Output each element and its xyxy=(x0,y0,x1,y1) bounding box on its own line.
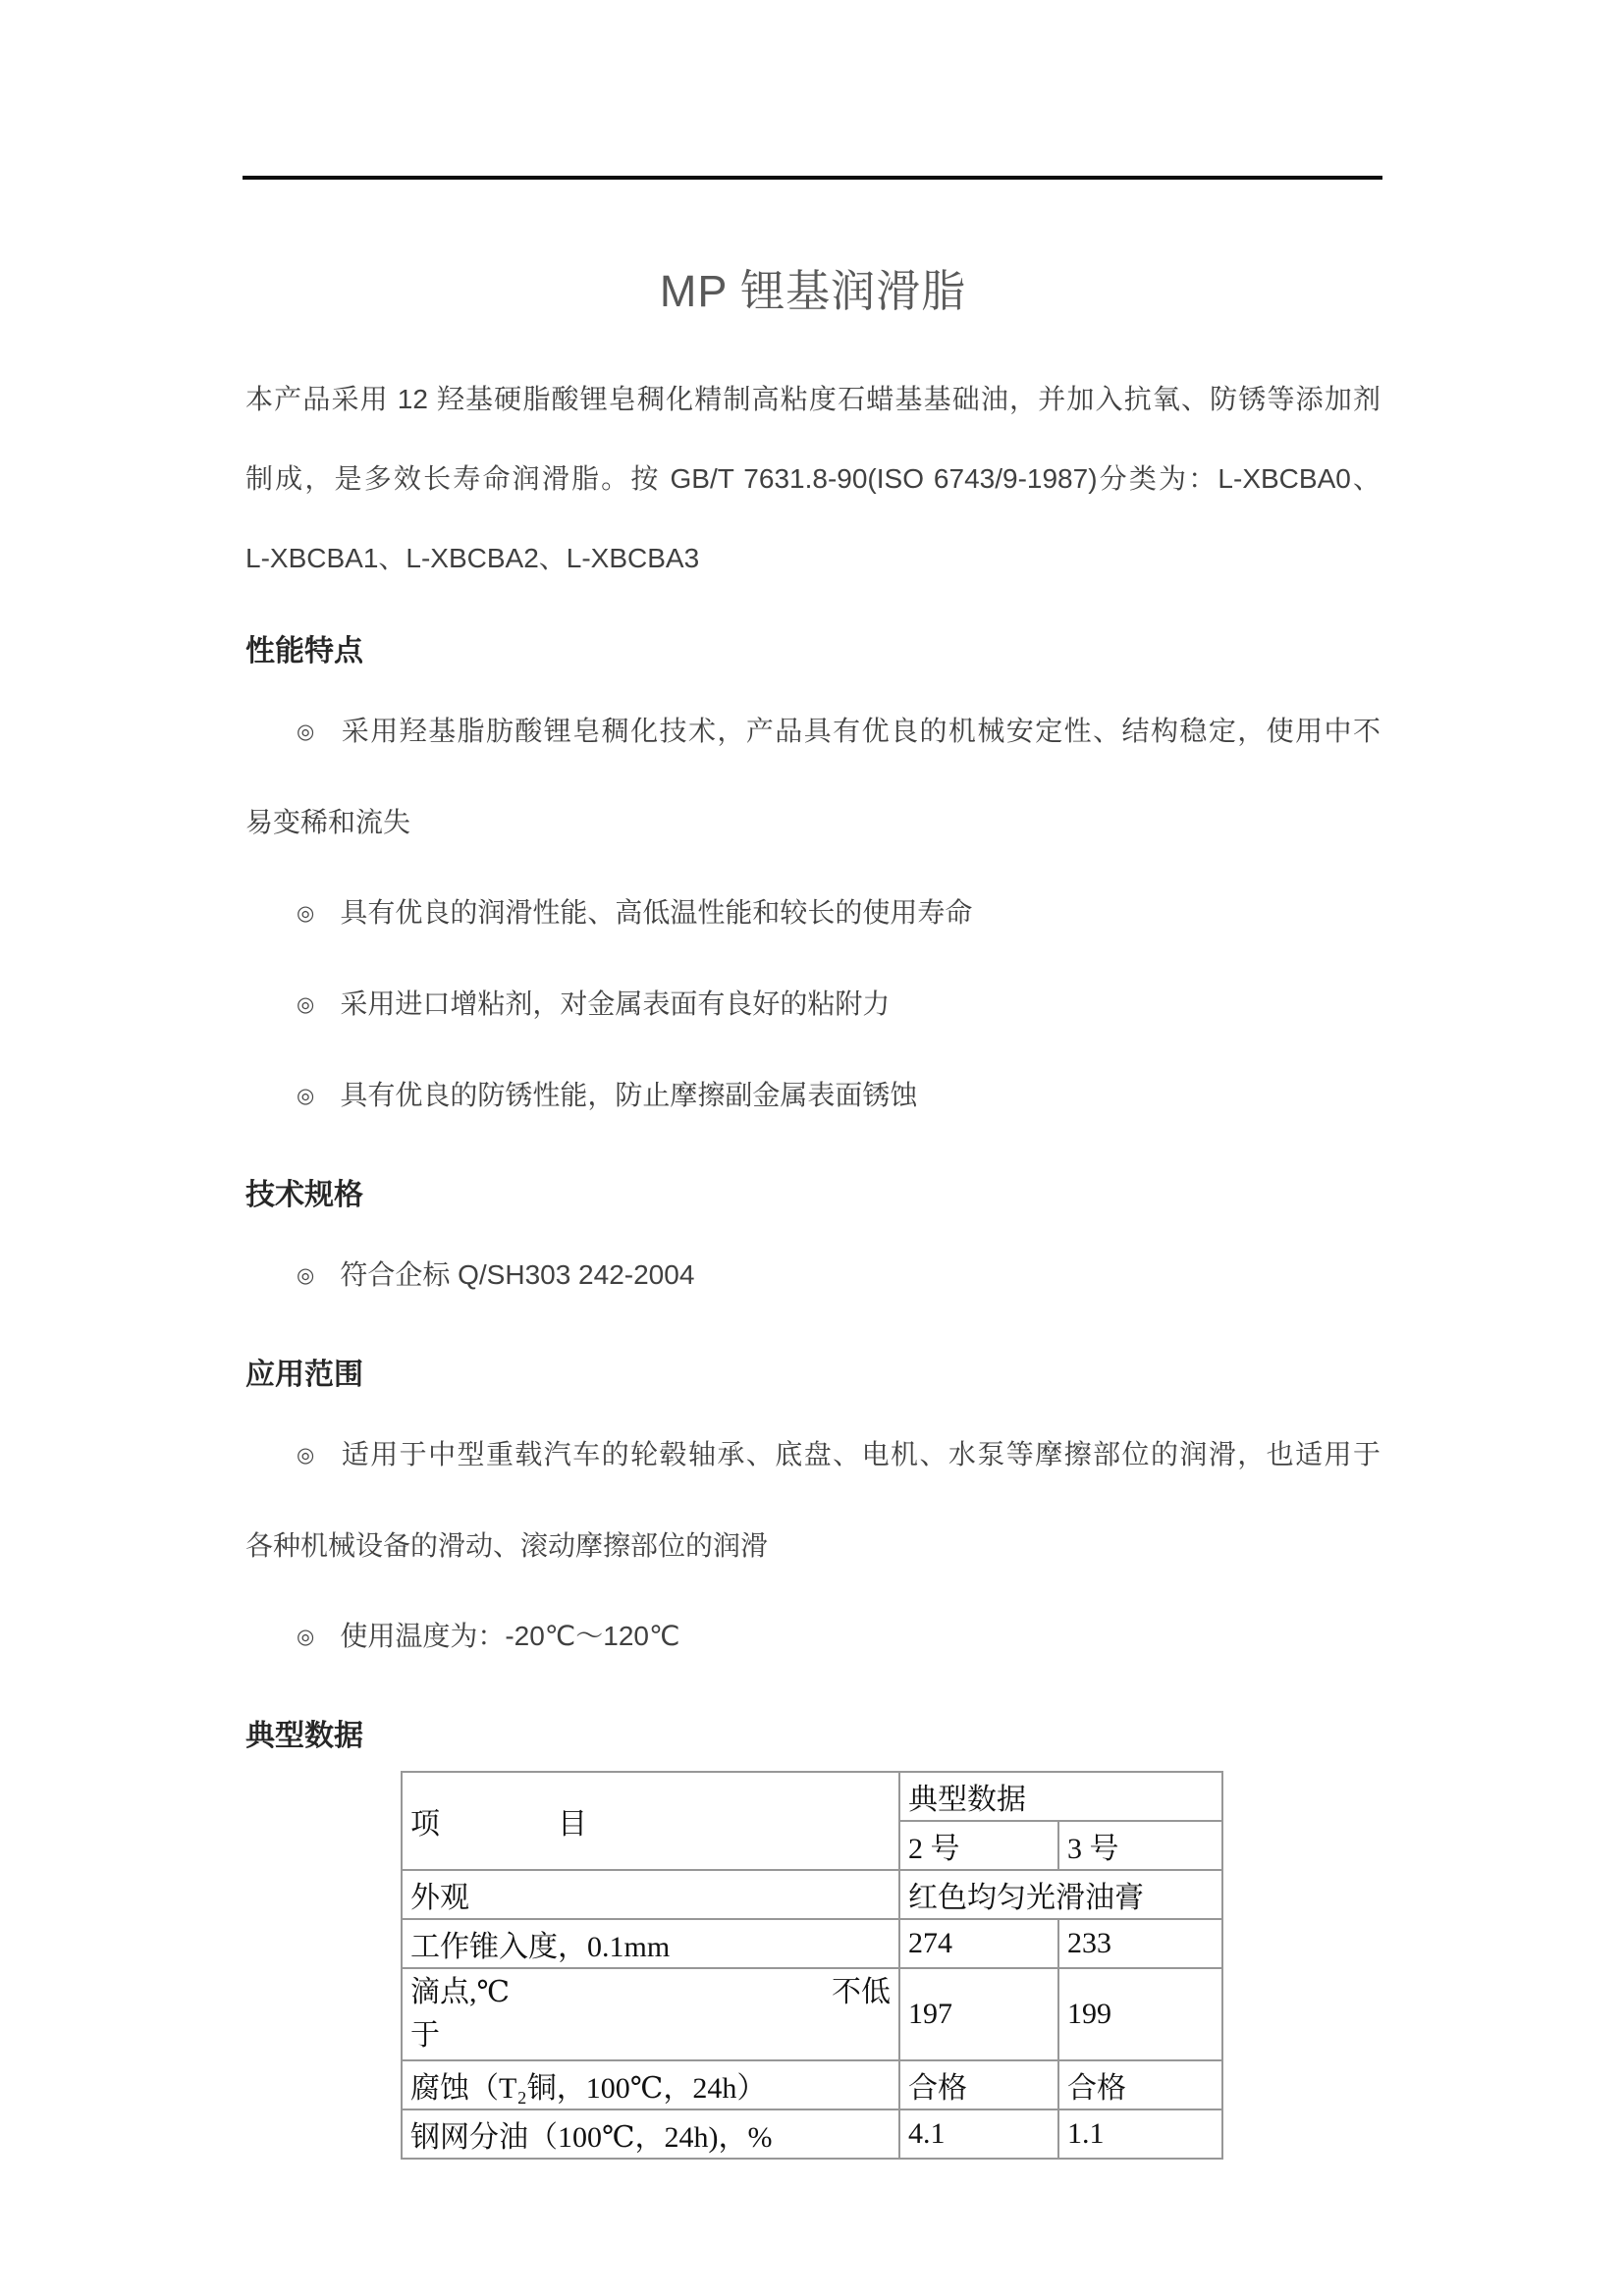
bullet-icon: ◎ xyxy=(297,1264,315,1287)
intro-line: 本产品采用 12 羟基硬脂酸锂皂稠化精制高粘度石蜡基基础油，并加入抗氧、防锈等添加剂 xyxy=(245,384,1380,414)
row-value-grade3: 合格 xyxy=(1058,2060,1222,2109)
list-item-text: 符合企标 Q/SH303 242-2004 xyxy=(340,1259,695,1290)
row-label: 钢网分油（100℃，24h)，% xyxy=(402,2109,899,2159)
row-label-dropping-point xyxy=(402,1968,899,2060)
list-item xyxy=(245,686,1380,777)
typical-data-table xyxy=(401,1771,1223,2160)
document-content xyxy=(245,0,1380,2160)
table-row xyxy=(402,1919,1222,1968)
dropping-point-line1 xyxy=(410,1971,891,2014)
list-item xyxy=(245,1591,1380,1682)
row-value-grade2: 合格 xyxy=(899,2060,1058,2109)
list-item-text: 采用羟基脂肪酸锂皂稠化技术，产品具有优良的机械安定性、结构稳定，使用中不 xyxy=(341,716,1380,746)
list-item-continuation: 易变稀和流失 xyxy=(245,807,411,837)
not-lower-than-prefix: 不低 xyxy=(832,1976,891,2008)
list-item-text: 具有优良的防锈性能，防止摩擦副金属表面锈蚀 xyxy=(340,1080,918,1110)
bullet-icon: ◎ xyxy=(297,1626,315,1648)
row-label: 外观 xyxy=(402,1870,899,1919)
list-item-text: 采用进口增粘剂，对金属表面有良好的粘附力 xyxy=(340,988,891,1019)
intro-line: 制成，是多效长寿命润滑脂。按 GB/T 7631.8-90(ISO 6743/9-1987)分类为：L-XBCBA0、 xyxy=(245,463,1380,494)
section-heading-performance: 性能特点 xyxy=(245,635,363,667)
item-column-header: 项 目 xyxy=(402,1772,899,1870)
grade2-header-cell: 2 号 xyxy=(899,1821,1058,1870)
list-item xyxy=(245,1050,1380,1142)
list-item xyxy=(245,1410,1380,1501)
intro-paragraph xyxy=(245,359,1380,598)
section-heading-applications: 应用范围 xyxy=(245,1359,363,1391)
bullet-icon: ◎ xyxy=(297,902,315,925)
group-header-cell: 典型数据 xyxy=(899,1772,1222,1821)
table-row xyxy=(402,1870,1222,1919)
list-item xyxy=(245,959,1380,1050)
row-value-grade3: 233 xyxy=(1058,1919,1222,1968)
list-item-text: 适用于中型重载汽车的轮毂轴承、底盘、电机、水泵等摩擦部位的润滑，也适用于 xyxy=(341,1439,1380,1469)
applications-list xyxy=(245,1410,1380,1682)
row-value-grade2: 197 xyxy=(899,1968,1058,2060)
row-value-grade2: 274 xyxy=(899,1919,1058,1968)
not-lower-than-suffix: 于 xyxy=(410,2019,440,2052)
bullet-icon: ◎ xyxy=(297,1444,316,1467)
row-value-grade3: 1.1 xyxy=(1058,2109,1222,2159)
row-label: 工作锥入度，0.1mm xyxy=(402,1919,899,1968)
page-title: MP 锂基润滑脂 xyxy=(659,266,967,316)
list-item-text: 具有优良的润滑性能、高低温性能和较长的使用寿命 xyxy=(340,897,973,928)
list-item-text: 使用温度为：-20℃～120℃ xyxy=(340,1621,680,1651)
row-value-merged: 红色均匀光滑油膏 xyxy=(899,1870,1222,1919)
section-heading-specs: 技术规格 xyxy=(245,1179,363,1211)
row-value-grade3: 199 xyxy=(1058,1968,1222,2060)
intro-line: L-XBCBA1、L-XBCBA2、L-XBCBA3 xyxy=(245,543,700,573)
list-item xyxy=(245,868,1380,959)
table-row xyxy=(402,2109,1222,2159)
table-row xyxy=(402,2060,1222,2109)
row-label: 腐蚀（T₂铜，100℃，24h） xyxy=(402,2060,899,2109)
bullet-icon: ◎ xyxy=(297,1085,315,1107)
dropping-point-label: 滴点,℃ xyxy=(410,1976,511,2008)
bullet-icon: ◎ xyxy=(297,993,315,1016)
table-row xyxy=(402,1772,1222,1821)
bullet-icon: ◎ xyxy=(297,721,316,743)
section-heading-typical-data: 典型数据 xyxy=(245,1720,363,1752)
table-row xyxy=(402,1968,1222,2060)
grade3-header-cell: 3 号 xyxy=(1058,1821,1222,1870)
list-item-continuation: 各种机械设备的滑动、滚动摩擦部位的润滑 xyxy=(245,1530,769,1561)
row-value-grade2: 4.1 xyxy=(899,2109,1058,2159)
list-item xyxy=(245,1230,1380,1321)
performance-list xyxy=(245,686,1380,1142)
specs-list xyxy=(245,1230,1380,1321)
